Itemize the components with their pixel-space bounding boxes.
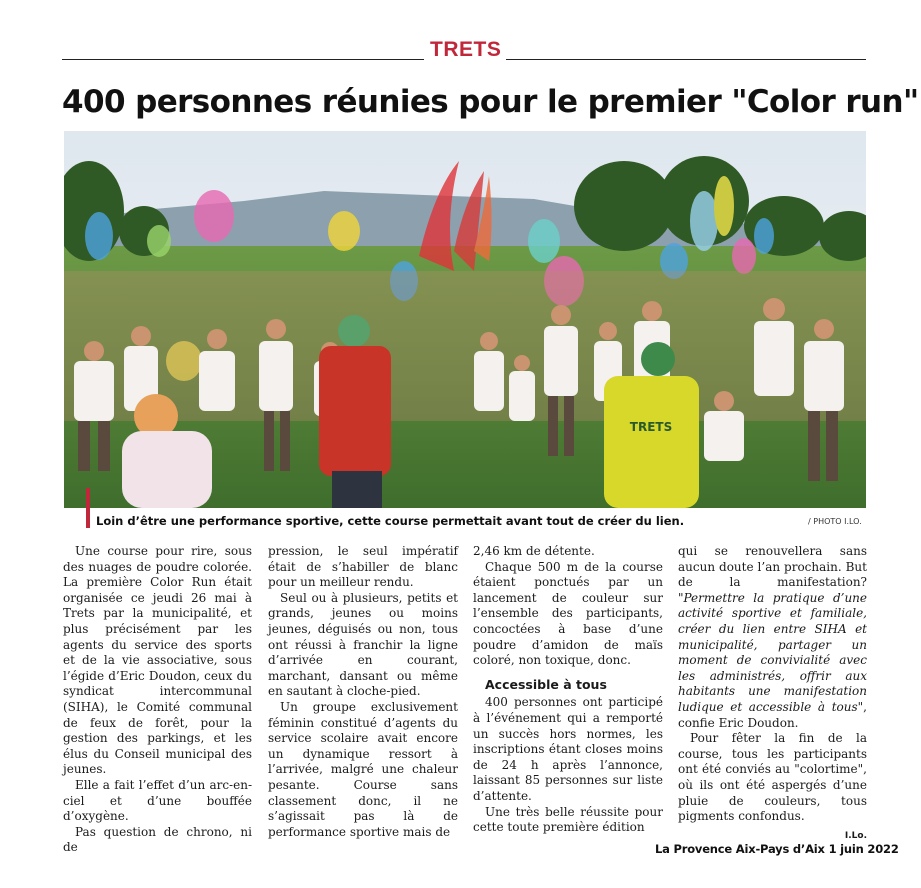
article-column-1 — [63, 544, 252, 856]
paragraph: Une course pour rire, sous des nuages de poudre colorée. La première Color Run était organisée ce jeudi 26 mai à Trets par la municipalité, et plus précisément par les agents du service des sports et de la vie associative, sous l’égide d’Eric Doudon, ceux du syndicat intercommunal (SIHA), le Comité communal de feux de forêt, pour la gestion des parkings, et les élus du Conseil municipal des jeunes. — [63, 544, 252, 777]
header-rule-left — [62, 59, 424, 60]
publication-footer: La Provence Aix-Pays d’Aix 1 juin 2022 — [655, 842, 899, 856]
paragraph: Seul ou à plusieurs, petits et grands, jeunes ou moins jeunes, déguisés ou non, tous ont réussi à franchir la ligne d’arrivée en courant, marchant, dansant ou même en sautant à cloche-pied. — [268, 590, 458, 699]
article-column-3 — [473, 544, 663, 836]
paragraph: Pas question de chrono, ni de — [63, 824, 252, 855]
author-signature: I.Lo. — [844, 830, 867, 841]
subhead: Accessible à tous — [485, 676, 607, 692]
article-photo — [64, 131, 866, 508]
article-column-2 — [268, 544, 458, 840]
shirt-logo-text: TRETS — [629, 420, 673, 434]
section-header — [62, 38, 866, 64]
section-kicker: TRETS — [430, 38, 502, 61]
paragraph: Pour fêter la fin de la course, tous les participants ont été conviés au "colortime", où ils ont été aspergés d’une pluie de couleurs, tous pigments confondus. — [678, 731, 867, 824]
header-rule-right — [506, 59, 866, 60]
caption-accent-bar — [86, 488, 90, 528]
photo-caption: Loin d’être une performance sportive, cette course permettait avant tout de créer du lien. — [96, 514, 685, 528]
paragraph-text: , confie Eric Doudon. — [678, 699, 867, 730]
paragraph: Chaque 500 m de la course étaient ponctués par un lancement de couleur sur l’ensemble des participants, concoctées à base d’une poudre d’amidon de maïs coloré, non toxique, donc. — [473, 559, 663, 668]
paragraph-text: qui se renouvellera sans aucun doute l’an prochain. But de la manifestation? — [678, 544, 867, 590]
article-headline: 400 personnes réunies pour le premier "Color run" — [62, 84, 919, 120]
paragraph: pression, le seul impératif était de s’habiller de blanc pour un meilleur rendu. — [268, 544, 458, 590]
paragraph: Un groupe exclusivement féminin constitué d’agents du service scolaire avait encore un dynamique ressort à l’arrivée, malgré une chaleur pesante. Course sans classement donc, il ne s’agissait pas là de performance sportive mais de — [268, 699, 458, 839]
paragraph: 400 personnes ont participé à l’événement qui a remporté un succès hors normes, les inscriptions étant closes moins de 24 h après l’annonce, laissant 85 personnes sur liste d’attente. — [473, 695, 663, 803]
color-run-photo — [64, 131, 866, 508]
paragraph — [678, 544, 867, 731]
paragraph: Elle a fait l’effet d’un arc-en-ciel et d’une bouffée d’oxygène. — [63, 777, 252, 824]
paragraph: Une très belle réussite pour cette toute première édition — [473, 804, 663, 835]
quote: "Permettre la pratique d’une activité sportive et familiale, créer du lien entre SIHA et municipalité, partager un moment de convivialité avec les administrés, offrir aux habitants une manifestation ludique et accessible à tous" — [678, 590, 867, 714]
paragraph: 2,46 km de détente. — [473, 544, 595, 558]
photo-credit: / PHOTO I.LO. — [808, 517, 862, 526]
article-column-4 — [678, 544, 867, 844]
